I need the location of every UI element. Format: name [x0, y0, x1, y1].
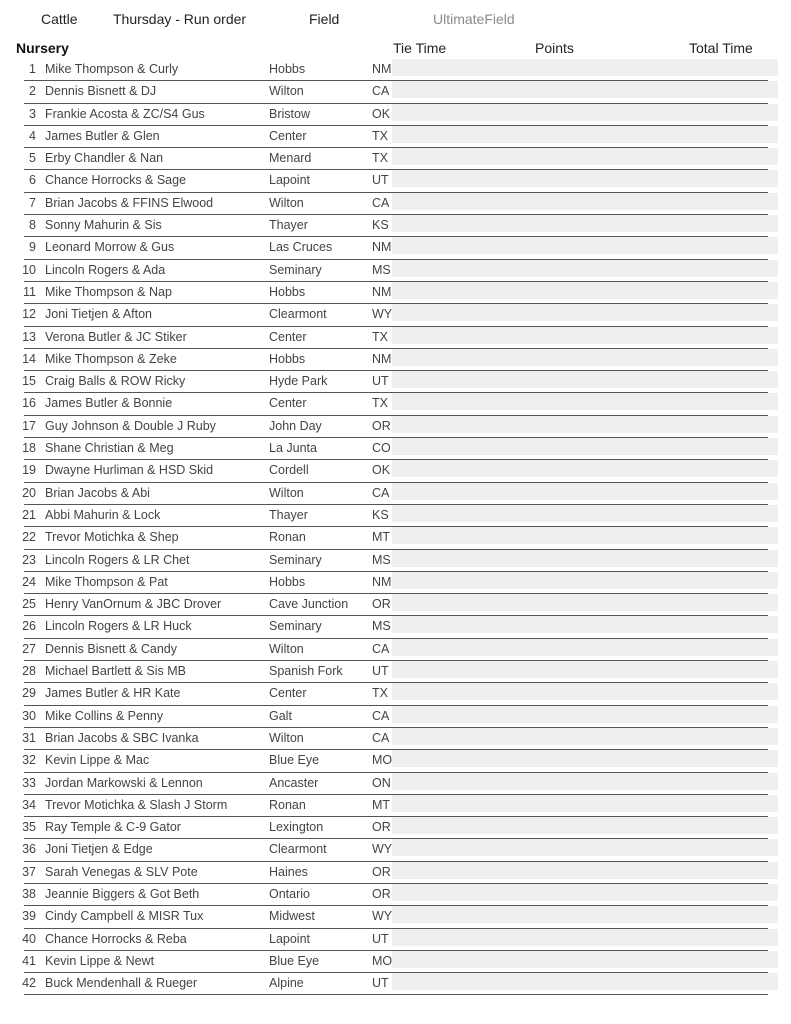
- state: OK: [372, 106, 391, 121]
- run-number: 29: [22, 686, 36, 701]
- run-number: 16: [22, 396, 36, 411]
- run-number: 8: [29, 218, 36, 233]
- run-number: 41: [22, 953, 36, 968]
- competitor-name: Lincoln Rogers & LR Chet: [45, 552, 190, 567]
- state: OR: [372, 597, 391, 612]
- state: OR: [372, 418, 391, 433]
- competitor-name: Mike Collins & Penny: [45, 708, 164, 723]
- competitor-name: Guy Johnson & Double J Ruby: [45, 418, 216, 433]
- competitor-name: Joni Tietjen & Edge: [45, 842, 153, 857]
- city: Clearmont: [269, 307, 327, 322]
- table-row: [0, 527, 791, 549]
- table-row: [0, 393, 791, 415]
- score-cell-background: [392, 639, 778, 656]
- score-cell-background: [392, 505, 778, 522]
- state: UT: [372, 931, 389, 946]
- competitor-name: Michael Bartlett & Sis MB: [45, 664, 187, 679]
- city: Center: [269, 396, 307, 411]
- run-number: 36: [22, 842, 36, 857]
- score-cell-background: [392, 594, 778, 611]
- competitor-name: Craig Balls & ROW Ricky: [45, 374, 186, 389]
- state: UT: [372, 976, 389, 991]
- city: Wilton: [269, 730, 304, 745]
- score-cell-background: [392, 929, 778, 946]
- city: Galt: [269, 708, 292, 723]
- run-number: 17: [22, 418, 36, 433]
- table-row: [0, 81, 791, 103]
- run-number: 23: [22, 552, 36, 567]
- run-number: 6: [29, 173, 36, 188]
- state: ON: [372, 775, 391, 790]
- city: Hobbs: [269, 62, 306, 76]
- city: Lexington: [269, 820, 324, 835]
- state: OK: [372, 463, 391, 478]
- run-number: 12: [22, 307, 36, 322]
- table-row: [0, 438, 791, 460]
- competitor-name: Henry VanOrnum & JBC Drover: [45, 597, 222, 612]
- city: Clearmont: [269, 842, 327, 857]
- run-number: 15: [22, 374, 36, 389]
- run-number: 22: [22, 530, 36, 545]
- state: MO: [372, 953, 393, 968]
- table-row: [0, 59, 791, 81]
- table-row: [0, 193, 791, 215]
- city: Spanish Fork: [269, 664, 343, 679]
- run-number: 39: [22, 909, 36, 924]
- table-row: [0, 929, 791, 951]
- score-cell-background: [392, 393, 778, 410]
- run-number: 25: [22, 597, 36, 612]
- state: CA: [372, 195, 390, 210]
- competitor-name: Brian Jacobs & Abi: [45, 485, 150, 500]
- city: Hyde Park: [269, 374, 328, 389]
- score-cell-background: [392, 483, 778, 500]
- run-number: 19: [22, 463, 36, 478]
- competitor-name: Mike Thompson & Curly: [45, 62, 179, 76]
- run-number: 11: [23, 284, 36, 299]
- run-number: 32: [22, 753, 36, 768]
- score-cell-background: [392, 59, 778, 76]
- section-title: Nursery: [16, 40, 69, 56]
- state: CA: [372, 84, 390, 99]
- run-number: 5: [29, 151, 36, 166]
- run-number: 24: [22, 574, 36, 589]
- score-cell-background: [392, 438, 778, 455]
- score-cell-background: [392, 327, 778, 344]
- competitor-name: Ray Temple & C-9 Gator: [45, 820, 181, 835]
- city: Center: [269, 686, 307, 701]
- city: Lapoint: [269, 173, 311, 188]
- state: TX: [372, 151, 388, 166]
- run-number: 10: [22, 262, 36, 277]
- competitor-name: Mike Thompson & Zeke: [45, 351, 177, 366]
- score-cell-background: [392, 460, 778, 477]
- score-cell-background: [392, 104, 778, 121]
- run-number: 7: [29, 195, 36, 210]
- competitor-name: Leonard Morrow & Gus: [45, 240, 175, 255]
- table-row: [0, 215, 791, 237]
- score-cell-background: [392, 81, 778, 98]
- state: TX: [372, 128, 388, 143]
- field-label: Field: [309, 11, 340, 27]
- city: Center: [269, 329, 307, 344]
- city: Seminary: [269, 552, 322, 567]
- table-row: [0, 483, 791, 505]
- state: UT: [372, 173, 389, 188]
- city: Hobbs: [269, 574, 306, 589]
- city: Thayer: [269, 507, 308, 522]
- state: NM: [372, 62, 392, 76]
- competitor-name: Sarah Venegas & SLV Pote: [45, 864, 198, 879]
- state: NM: [372, 574, 392, 589]
- score-cell-background: [392, 795, 778, 812]
- table-row: [0, 170, 791, 192]
- score-cell-background: [392, 728, 778, 745]
- city: Wilton: [269, 195, 304, 210]
- city: Ronan: [269, 797, 306, 812]
- score-cell-background: [392, 817, 778, 834]
- table-row: [0, 639, 791, 661]
- run-number: 18: [22, 441, 36, 456]
- table-row: [0, 795, 791, 817]
- state: OR: [372, 864, 391, 879]
- score-cell-background: [392, 349, 778, 366]
- city: Cave Junction: [269, 597, 349, 612]
- run-number: 37: [22, 864, 36, 879]
- table-row: [0, 260, 791, 282]
- score-cell-background: [392, 572, 778, 589]
- run-number: 3: [29, 106, 36, 121]
- score-cell-background: [392, 148, 778, 165]
- table-row: [0, 282, 791, 304]
- city: Ancaster: [269, 775, 319, 790]
- city: La Junta: [269, 441, 317, 456]
- state: NM: [372, 351, 392, 366]
- state: MS: [372, 262, 391, 277]
- competitor-name: Shane Christian & Meg: [45, 441, 174, 456]
- city: Blue Eye: [269, 953, 320, 968]
- run-order-table: [0, 59, 791, 995]
- run-number: 21: [22, 507, 36, 522]
- state: MS: [372, 552, 391, 567]
- competitor-name: Lincoln Rogers & Ada: [45, 262, 166, 277]
- city: Hobbs: [269, 284, 306, 299]
- score-cell-background: [392, 282, 778, 299]
- competitor-name: Trevor Motichka & Shep: [45, 530, 179, 545]
- table-row: [0, 594, 791, 616]
- competitor-name: Lincoln Rogers & LR Huck: [45, 619, 192, 634]
- table-row: [0, 728, 791, 750]
- table-row: [0, 773, 791, 795]
- table-row: [0, 706, 791, 728]
- score-cell-background: [392, 237, 778, 254]
- city: John Day: [269, 418, 322, 433]
- state: MT: [372, 797, 391, 812]
- run-number: 30: [22, 708, 36, 723]
- state: WY: [372, 307, 393, 322]
- competitor-name: Kevin Lippe & Mac: [45, 753, 150, 768]
- competitor-name: Dwayne Hurliman & HSD Skid: [45, 463, 214, 478]
- city: Seminary: [269, 619, 322, 634]
- table-row: [0, 906, 791, 928]
- city: Lapoint: [269, 931, 311, 946]
- state: MO: [372, 753, 393, 768]
- competitor-name: Chance Horrocks & Sage: [45, 173, 187, 188]
- competitor-name: James Butler & HR Kate: [45, 686, 181, 701]
- city: Ontario: [269, 886, 310, 901]
- table-row: [0, 550, 791, 572]
- city: Las Cruces: [269, 240, 333, 255]
- competitor-name: Dennis Bisnett & DJ: [45, 84, 157, 99]
- competitor-name: Frankie Acosta & ZC/S4 Gus: [45, 106, 205, 121]
- run-number: 9: [29, 240, 36, 255]
- score-cell-background: [392, 773, 778, 790]
- score-cell-background: [392, 616, 778, 633]
- table-row: [0, 884, 791, 906]
- state: OR: [372, 820, 391, 835]
- field-name: UltimateField: [433, 11, 515, 27]
- table-row: [0, 237, 791, 259]
- competitor-name: Chance Horrocks & Reba: [45, 931, 187, 946]
- state: CO: [372, 441, 391, 456]
- city: Ronan: [269, 530, 306, 545]
- competitor-name: Erby Chandler & Nan: [45, 151, 164, 166]
- city: Wilton: [269, 641, 304, 656]
- table-row: [0, 126, 791, 148]
- competitor-name: Trevor Motichka & Slash J Storm: [45, 797, 228, 812]
- score-cell-background: [392, 170, 778, 187]
- run-number: 35: [22, 820, 36, 835]
- state: WY: [372, 842, 393, 857]
- total-time-header: Total Time: [689, 40, 753, 56]
- city: Blue Eye: [269, 753, 320, 768]
- table-header: [0, 40, 791, 58]
- state: CA: [372, 730, 390, 745]
- points-header: Points: [535, 40, 574, 56]
- table-row: [0, 862, 791, 884]
- run-number: 33: [22, 775, 36, 790]
- score-cell-background: [392, 126, 778, 143]
- run-number: 40: [22, 931, 36, 946]
- run-number: 42: [22, 976, 36, 991]
- run-number: 14: [22, 351, 36, 366]
- competitor-name: Kevin Lippe & Newt: [45, 953, 155, 968]
- table-row: [0, 460, 791, 482]
- run-number: 26: [22, 619, 36, 634]
- state: NM: [372, 284, 392, 299]
- score-cell-background: [392, 371, 778, 388]
- state: MS: [372, 619, 391, 634]
- city: Hobbs: [269, 351, 306, 366]
- competitor-name: Mike Thompson & Nap: [45, 284, 172, 299]
- score-cell-background: [392, 862, 778, 879]
- state: KS: [372, 218, 389, 233]
- tie-time-header: Tie Time: [393, 40, 447, 56]
- run-number: 28: [22, 664, 36, 679]
- run-number: 1: [29, 62, 36, 76]
- score-cell-background: [392, 661, 778, 678]
- competitor-name: Jordan Markowski & Lennon: [45, 775, 203, 790]
- run-number: 13: [22, 329, 36, 344]
- score-cell-background: [392, 951, 778, 968]
- score-cell-background: [392, 906, 778, 923]
- run-number: 38: [22, 886, 36, 901]
- score-cell-background: [392, 884, 778, 901]
- state: CA: [372, 708, 390, 723]
- competitor-name: Mike Thompson & Pat: [45, 574, 168, 589]
- city: Cordell: [269, 463, 309, 478]
- score-cell-background: [392, 260, 778, 277]
- score-cell-background: [392, 527, 778, 544]
- run-number: 2: [29, 84, 36, 99]
- table-row: [0, 505, 791, 527]
- table-row: [0, 371, 791, 393]
- state: MT: [372, 530, 391, 545]
- state: UT: [372, 664, 389, 679]
- document-top-line: [0, 11, 791, 29]
- score-cell-background: [392, 193, 778, 210]
- table-row: [0, 416, 791, 438]
- score-cell-background: [392, 750, 778, 767]
- city: Haines: [269, 864, 308, 879]
- table-row: [0, 148, 791, 170]
- score-cell-background: [392, 683, 778, 700]
- city: Menard: [269, 151, 312, 166]
- state: NM: [372, 240, 392, 255]
- score-cell-background: [392, 416, 778, 433]
- competitor-name: James Butler & Glen: [45, 128, 160, 143]
- competitor-name: Sonny Mahurin & Sis: [45, 218, 162, 233]
- score-cell-background: [392, 215, 778, 232]
- table-row: [0, 839, 791, 861]
- score-cell-background: [392, 839, 778, 856]
- class-label: Cattle: [41, 11, 78, 27]
- state: TX: [372, 329, 388, 344]
- run-number: 20: [22, 485, 36, 500]
- city: Midwest: [269, 909, 315, 924]
- competitor-name: Verona Butler & JC Stiker: [45, 329, 187, 344]
- city: Alpine: [269, 976, 304, 991]
- table-row: [0, 750, 791, 772]
- city: Bristow: [269, 106, 310, 121]
- table-row: [0, 951, 791, 973]
- table-row: [0, 304, 791, 326]
- table-row: [0, 661, 791, 683]
- run-number: 27: [22, 641, 36, 656]
- table-row: [0, 104, 791, 126]
- run-number: 34: [22, 797, 36, 812]
- state: TX: [372, 396, 388, 411]
- state: TX: [372, 686, 388, 701]
- competitor-name: Dennis Bisnett & Candy: [45, 641, 178, 656]
- competitor-name: Cindy Campbell & MISR Tux: [45, 909, 204, 924]
- city: Seminary: [269, 262, 322, 277]
- competitor-name: Joni Tietjen & Afton: [45, 307, 153, 322]
- competitor-name: Buck Mendenhall & Rueger: [45, 976, 198, 991]
- table-row: [0, 349, 791, 371]
- run-number: 31: [22, 730, 36, 745]
- competitor-name: James Butler & Bonnie: [45, 396, 173, 411]
- state: KS: [372, 507, 389, 522]
- table-row: [0, 616, 791, 638]
- city: Wilton: [269, 84, 304, 99]
- state: WY: [372, 909, 393, 924]
- table-row: [0, 973, 791, 995]
- competitor-name: Jeannie Biggers & Got Beth: [45, 886, 200, 901]
- score-cell-background: [392, 706, 778, 723]
- table-row: [0, 683, 791, 705]
- competitor-name: Abbi Mahurin & Lock: [45, 507, 161, 522]
- score-cell-background: [392, 550, 778, 567]
- run-number: 4: [29, 128, 36, 143]
- competitor-name: Brian Jacobs & SBC Ivanka: [45, 730, 199, 745]
- run-order-label: Thursday - Run order: [113, 11, 247, 27]
- score-cell-background: [392, 304, 778, 321]
- state: CA: [372, 485, 390, 500]
- score-cell-background: [392, 973, 778, 990]
- table-row: [0, 817, 791, 839]
- state: UT: [372, 374, 389, 389]
- city: Wilton: [269, 485, 304, 500]
- state: CA: [372, 641, 390, 656]
- city: Thayer: [269, 218, 308, 233]
- table-row: [0, 327, 791, 349]
- city: Center: [269, 128, 307, 143]
- table-row: [0, 572, 791, 594]
- state: OR: [372, 886, 391, 901]
- competitor-name: Brian Jacobs & FFINS Elwood: [45, 195, 214, 210]
